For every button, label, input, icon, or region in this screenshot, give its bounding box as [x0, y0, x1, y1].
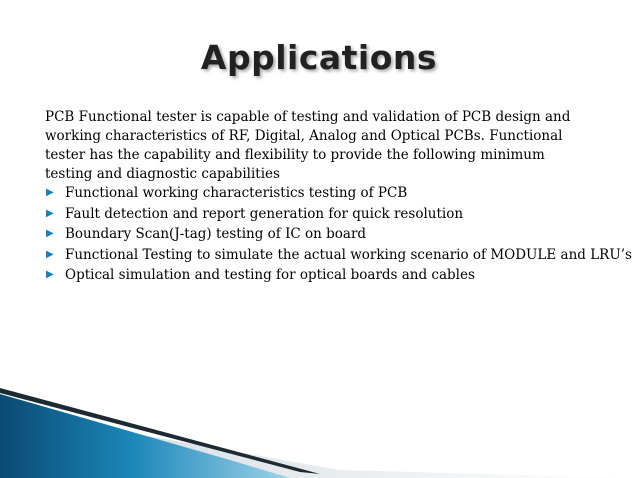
intro-paragraph: PCB Functional tester is capable of testing and validation of PCB design and working characteristics of RF, Digital, Analog and Optical PCBs. Functional tester has the capability and flexibility to provide the following minimum testing and diagnostic capabilities — [45, 109, 571, 182]
triangle-right-icon: ▶ — [46, 187, 54, 198]
corner-decoration — [0, 388, 638, 478]
list-item-text: Optical simulation and testing for optical boards and cables — [65, 267, 475, 283]
list-item — [45, 204, 605, 225]
triangle-right-icon: ▶ — [46, 248, 54, 260]
list-item — [45, 265, 605, 286]
list-item — [45, 183, 605, 204]
bullet-list — [45, 183, 632, 286]
list-item — [45, 224, 605, 245]
list-item-text: Functional Testing to simulate the actual working scenario of MODULE and LRU’s — [65, 246, 632, 263]
triangle-right-icon: ▶ — [46, 228, 54, 239]
blue-wedge — [0, 394, 290, 478]
slide-title: Applications — [200, 38, 438, 77]
triangle-right-icon: ▶ — [46, 207, 54, 219]
triangle-right-icon: ▶ — [46, 269, 54, 280]
list-item — [45, 245, 632, 266]
list-item-text: Functional working characteristics testing of PCB — [65, 185, 408, 201]
list-item-text: Fault detection and report generation for quick resolution — [65, 205, 464, 222]
list-item-text: Boundary Scan(J-tag) testing of IC on board — [65, 226, 367, 242]
